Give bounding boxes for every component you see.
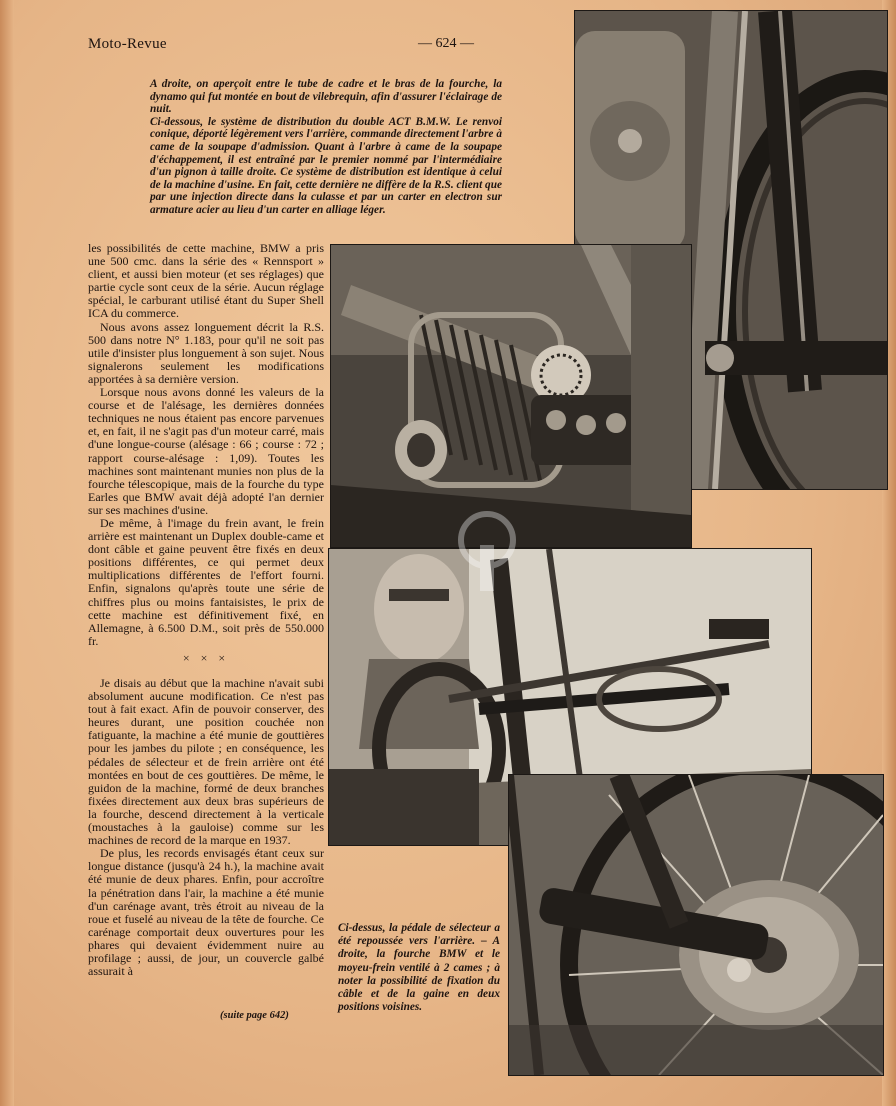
article-column bbox=[88, 242, 324, 978]
article-paragraph-1: les possibilités de cette machine, BMW a pris une 500 cmc. dans la série des « Rennsport » client, et aussi bien moteur (et ses réglages) que partie cycle sont ceux de la série. Aucun réglage spécial, le carburant utilisé étant du Super Shell ICA du commerce. bbox=[88, 241, 324, 321]
article-paragraph-4: De même, à l'image du frein avant, le frein arrière est maintenant un Duplex double-came et dont câble et gaine peuvent être fixés en deux positions différentes, ce qui permet deux multiplications différentes de l'effort fourni. Enfin, signalons qu'après toute une série de chiffres plus ou moins fantaisistes, le prix de cette machine est définitivement fixé, en Allemagne, à 6.500 D.M., soit près de 550.000 fr. bbox=[88, 515, 324, 648]
section-separator: × × × bbox=[182, 650, 230, 665]
caption-top-paragraph-1: A droite, on aperçoit entre le tube de cadre et le bras de la fourche, la dynamo qui fut montée en bout de vilebrequin, afin d'assurer l'éclairage de nuit. bbox=[150, 78, 502, 116]
page-number: — 624 — bbox=[418, 36, 474, 51]
caption-top-paragraph-2: Ci-dessous, le système de distribution du double ACT B.M.W. Le renvoi conique, déporté légèrement vers l'arrière, commande directement l'arbre à came de la soupape d'admission. Quant à l'arbre à came de la soupape d'échappement, il est entraîné par le premier nommé par l'intermédiaire d'un pignon à taille droite. Ce système de distribution est identique à celui de la machine d'usine. En fait, cette dernière ne diffère de la R.S. client que par une injection directe dans la culasse et par un carter en electron sur armature acier au lieu d'un carter en alliage léger. bbox=[150, 115, 502, 216]
article-paragraph-5: Je disais au début que la machine n'avait subi absolument aucune modification. Ce n'est pas tout à fait exact. Afin de pouvoir conserver, des heures durant, une position couchée non fatiguante, la machine a été munie de gouttières pour les jambes du pilote ; en conséquence, les pédales de sélecteur et de frein arrière ont été montées en bout de ces gouttières. De même, le guidon de la machine, formé de deux branches fixées directement aux deux bras supérieurs de la fourche, descend directement à la verticale (moustaches à la gauloise) comme sur les machines de record de la marque en 1937. bbox=[88, 676, 324, 848]
continuation-note: (suite page 642) bbox=[220, 1010, 289, 1021]
photo-engine-distribution bbox=[330, 244, 692, 548]
magazine-title: Moto-Revue bbox=[88, 36, 167, 52]
watermark-logo bbox=[452, 505, 522, 595]
article-paragraph-3: Lorsque nous avons donné les valeurs de la course et de l'alésage, les dernières données techniques ne nous étaient pas encore parvenues et, en fait, il ne s'agit pas d'un moteur carré, mais d'une longue-course (alésage : 66 ; course : 72 ; rapport course-alésage : 1,09). Toutes les machines sont maintenant munies non plus de la fourche télescopique, mais de la fourche du type Earles que BMW avait déjà adopté l'an dernier sur ses machines d'usine. bbox=[88, 385, 324, 517]
caption-top bbox=[150, 78, 502, 217]
photo-brake-hub bbox=[508, 774, 884, 1076]
article-paragraph-2: Nous avons assez longuement décrit la R.S. 500 dans notre N° 1.183, pour qu'il ne soit pas utile d'insister plus longuement à son sujet. Nous signalerons seulement les modifications apportées à sa dernière version. bbox=[88, 319, 324, 386]
page-edge-left bbox=[0, 0, 14, 1106]
caption-bottom: Ci-dessus, la pédale de sélecteur a été repoussée vers l'arrière. – A droite, la fourche BMW et le moyeu-frein ventilé à 2 cames ; à noter la possibilité de fixation du câble et de la gaine en deux positions voisines. bbox=[338, 922, 500, 1014]
article-paragraph-6: De plus, les records envisagés étant ceux sur longue distance (jusqu'à 24 h.), la machine avait été munie de deux phares. Enfin, pour accroître la pénétration dans l'air, la machine a été munie d'un carénage avant, très étroit au niveau de la roue et fuselé au niveau de la tête de fourche. Ce carénage comportait deux ouvertures pour les phares qui devaient évidemment nuire au profilage ; aussi, de jour, un couvercle galbé assurait à bbox=[88, 846, 324, 979]
